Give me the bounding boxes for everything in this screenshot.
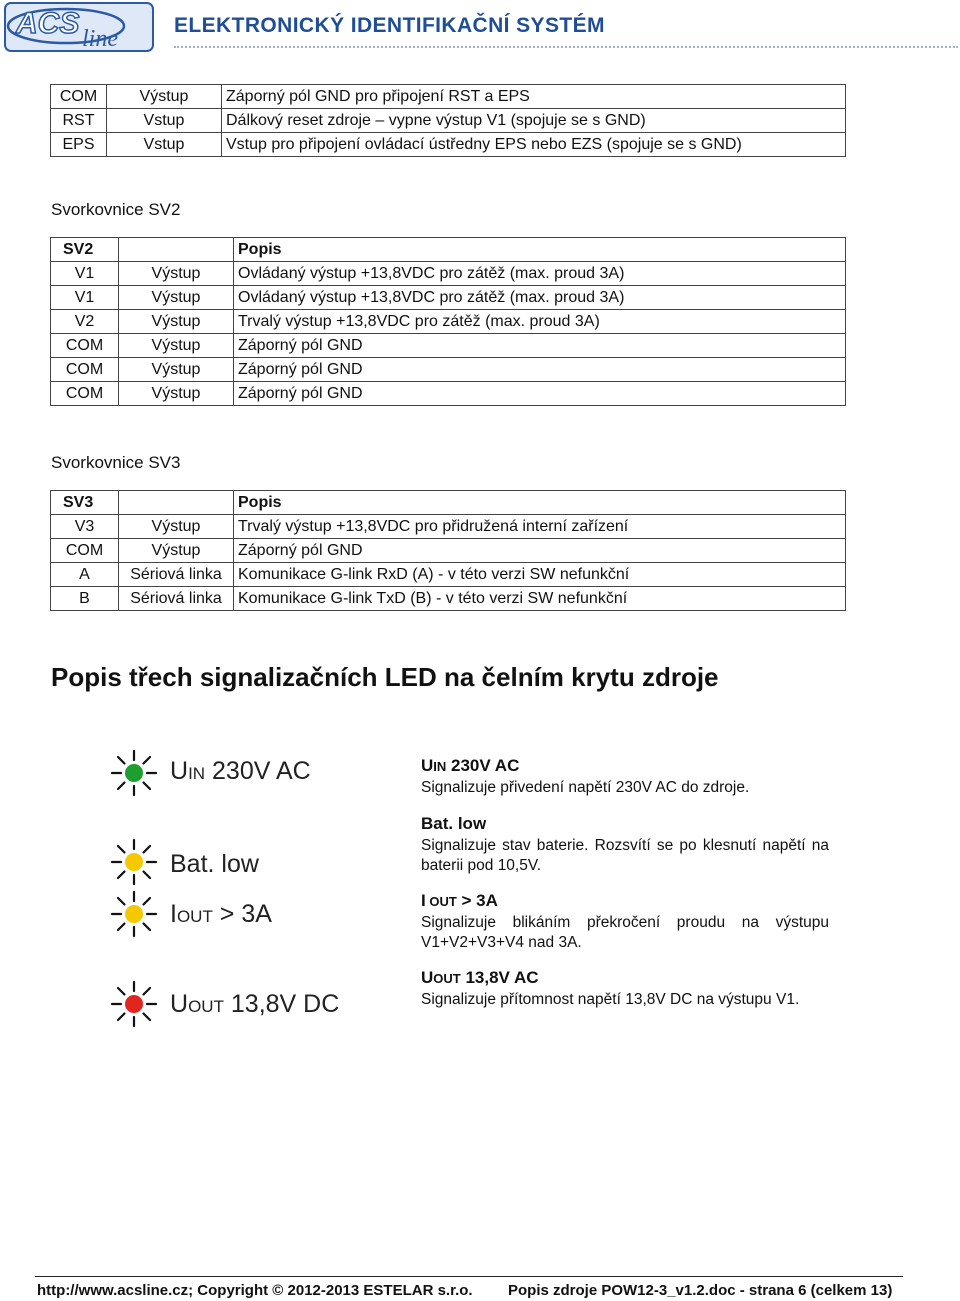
led-label-iout: IOUT > 3A — [170, 900, 272, 928]
table-header-row — [51, 491, 846, 515]
description-text: Signalizuje přítomnost napětí 13,8V DC na výstupu V1. — [421, 991, 800, 1008]
type-cell: Výstup — [119, 358, 234, 382]
table-row — [51, 133, 846, 157]
type-cell: Výstup — [119, 286, 234, 310]
type-cell: Sériová linka — [119, 563, 234, 587]
terminal-table-sv1-tail — [50, 84, 846, 157]
type-cell: Výstup — [119, 310, 234, 334]
terminal-cell: V2 — [51, 310, 119, 334]
description-cell: Trvalý výstup +13,8VDC pro přidružená interní zařízení — [234, 515, 846, 539]
title-divider — [174, 46, 958, 48]
terminal-table-sv3 — [50, 490, 846, 611]
led-label-uin: UIN 230V AC — [170, 757, 311, 785]
terminal-cell: COM — [51, 358, 119, 382]
terminal-cell: COM — [51, 382, 119, 406]
green-led-icon — [108, 747, 160, 799]
logo-text-main: ACS — [16, 7, 80, 40]
description-term: I OUT > 3A — [421, 891, 498, 910]
footer-page-info: Popis zdroje POW12-3_v1.2.doc - strana 6 (celkem 13) — [508, 1282, 893, 1299]
description-text: Signalizuje stav baterie. Rozsvítí se po klesnutí napětí na baterii pod 10,5V. — [421, 837, 829, 874]
terminal-cell: COM — [51, 334, 119, 358]
led-description-bat-low — [421, 814, 829, 876]
description-cell: Ovládaný výstup +13,8VDC pro zátěž (max. proud 3A) — [234, 262, 846, 286]
terminal-cell: EPS — [51, 133, 107, 157]
column-header-type — [119, 238, 234, 262]
led-description-uin — [421, 756, 829, 798]
description-text: Signalizuje přivedení napětí 230V AC do zdroje. — [421, 779, 750, 796]
terminal-cell: COM — [51, 539, 119, 563]
table-row — [51, 563, 846, 587]
terminal-cell: V1 — [51, 286, 119, 310]
description-cell: Trvalý výstup +13,8VDC pro zátěž (max. proud 3A) — [234, 310, 846, 334]
description-cell: Záporný pól GND pro připojení RST a EPS — [222, 85, 846, 109]
description-term: UOUT 13,8V AC — [421, 968, 539, 987]
description-cell: Záporný pól GND — [234, 334, 846, 358]
description-cell: Vstup pro připojení ovládací ústředny EPS nebo EZS (spojuje se s GND) — [222, 133, 846, 157]
table-row — [51, 262, 846, 286]
led-description-iout — [421, 891, 829, 953]
table-row — [51, 310, 846, 334]
terminal-cell: COM — [51, 85, 107, 109]
table-row — [51, 539, 846, 563]
column-header-description: Popis — [234, 491, 846, 515]
description-cell: Komunikace G-link TxD (B) - v této verzi SW nefunkční — [234, 587, 846, 611]
column-header-description: Popis — [234, 238, 846, 262]
terminal-cell: RST — [51, 109, 107, 133]
description-cell: Záporný pól GND — [234, 539, 846, 563]
table-row — [51, 358, 846, 382]
type-cell: Výstup — [119, 334, 234, 358]
yellow-led-icon — [108, 836, 160, 888]
table-row — [51, 382, 846, 406]
description-cell: Komunikace G-link RxD (A) - v této verzi SW nefunkční — [234, 563, 846, 587]
type-cell: Výstup — [107, 85, 222, 109]
table-row — [51, 334, 846, 358]
terminal-cell: B — [51, 587, 119, 611]
red-led-icon — [108, 978, 160, 1030]
table-row — [51, 587, 846, 611]
description-cell: Ovládaný výstup +13,8VDC pro zátěž (max. proud 3A) — [234, 286, 846, 310]
table-row — [51, 286, 846, 310]
description-cell: Dálkový reset zdroje – vypne výstup V1 (spojuje se s GND) — [222, 109, 846, 133]
type-cell: Vstup — [107, 133, 222, 157]
type-cell: Výstup — [119, 539, 234, 563]
terminal-table-sv2 — [50, 237, 846, 406]
description-term: Bat. low — [421, 814, 487, 833]
description-cell: Záporný pól GND — [234, 358, 846, 382]
table-row — [51, 515, 846, 539]
table-row — [51, 109, 846, 133]
type-cell: Vstup — [107, 109, 222, 133]
table-row — [51, 85, 846, 109]
terminal-cell: V3 — [51, 515, 119, 539]
yellow-led-icon — [108, 888, 160, 940]
terminal-cell: A — [51, 563, 119, 587]
logo-text-script: line — [82, 26, 118, 52]
description-cell: Záporný pól GND — [234, 382, 846, 406]
table-header-row — [51, 238, 846, 262]
document-title: ELEKTRONICKÝ IDENTIFIKAČNÍ SYSTÉM — [174, 14, 605, 37]
column-header-terminal: SV2 — [51, 238, 119, 262]
description-term: UIN 230V AC — [421, 756, 520, 775]
column-header-type — [119, 491, 234, 515]
footer-divider — [35, 1276, 903, 1277]
terminal-cell: V1 — [51, 262, 119, 286]
type-cell: Výstup — [119, 262, 234, 286]
type-cell: Výstup — [119, 382, 234, 406]
section-heading-sv3: Svorkovnice SV3 — [51, 453, 181, 472]
led-label-bat-low: Bat. low — [170, 850, 259, 878]
type-cell: Výstup — [119, 515, 234, 539]
column-header-terminal: SV3 — [51, 491, 119, 515]
type-cell: Sériová linka — [119, 587, 234, 611]
led-section-title: Popis třech signalizačních LED na čelním krytu zdroje — [51, 662, 719, 692]
acs-line-logo — [4, 2, 154, 52]
led-description-uout — [421, 968, 829, 1010]
led-label-uout: UOUT 13,8V DC — [170, 990, 340, 1018]
description-text: Signalizuje blikáním překročení proudu na výstupu V1+V2+V3+V4 nad 3A. — [421, 914, 829, 951]
section-heading-sv2: Svorkovnice SV2 — [51, 200, 181, 219]
footer-copyright: http://www.acsline.cz; Copyright © 2012-2013 ESTELAR s.r.o. — [37, 1282, 473, 1299]
